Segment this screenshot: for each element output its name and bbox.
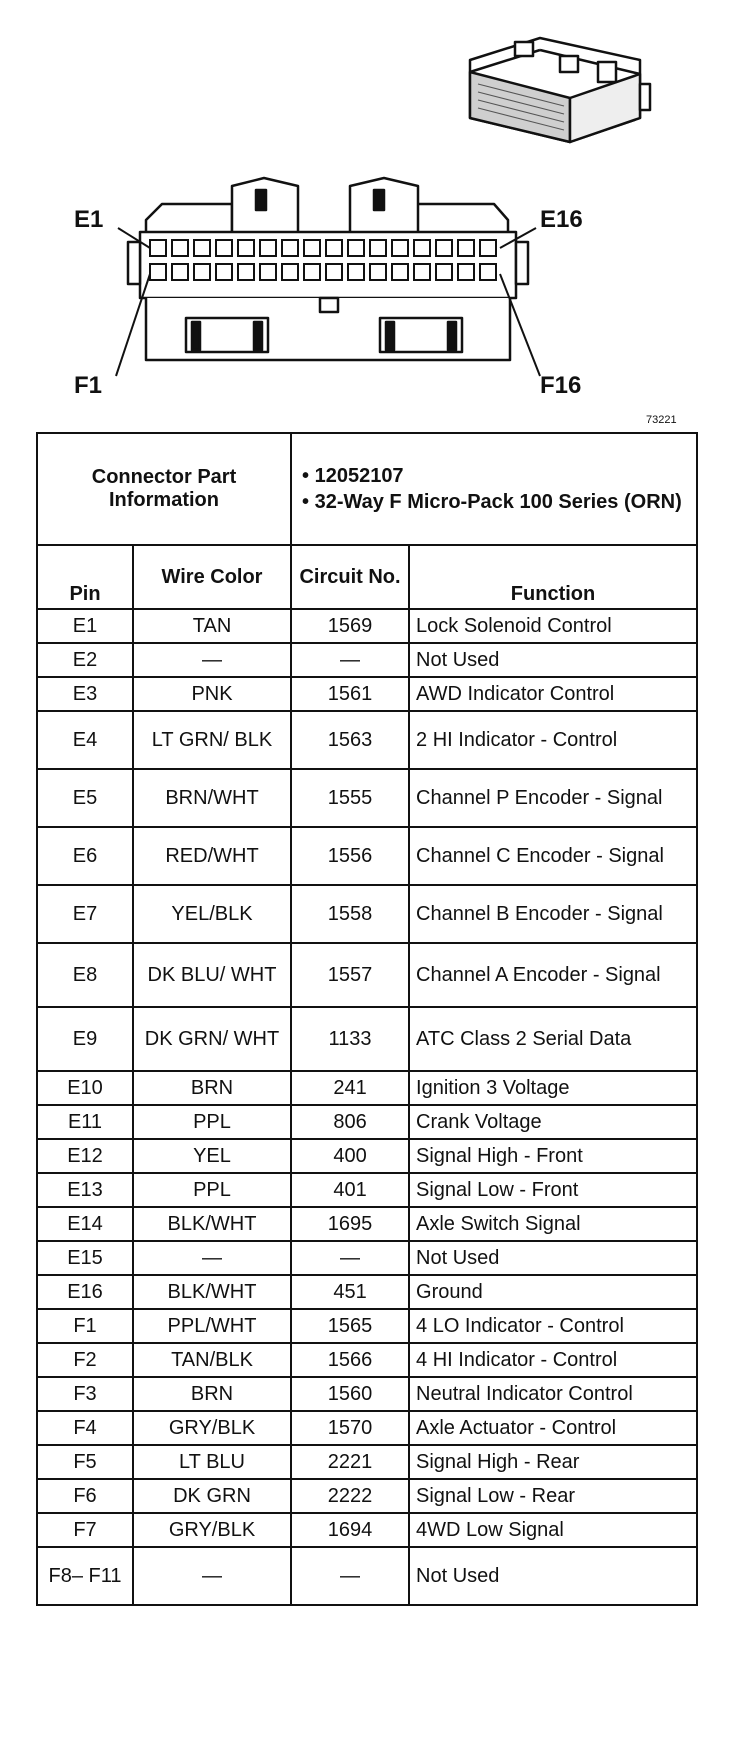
cell-function: Lock Solenoid Control	[409, 609, 697, 643]
cell-pin: F3	[37, 1377, 133, 1411]
cell-pin: E7	[37, 885, 133, 943]
table-row	[37, 711, 697, 769]
cell-circuit: 806	[291, 1105, 409, 1139]
connector-info-label: Connector Part Information	[37, 433, 291, 545]
cell-function: Signal High - Rear	[409, 1445, 697, 1479]
cell-function: Crank Voltage	[409, 1105, 697, 1139]
cell-circuit: 1694	[291, 1513, 409, 1547]
cell-pin: E1	[37, 609, 133, 643]
table-row	[37, 1105, 697, 1139]
cell-circuit: 1557	[291, 943, 409, 1007]
connector-info-details	[291, 433, 697, 545]
cell-function: Signal High - Front	[409, 1139, 697, 1173]
table-row	[37, 885, 697, 943]
cell-wire-color: PPL	[133, 1173, 291, 1207]
table-row	[37, 1411, 697, 1445]
col-header-pin: Pin	[37, 545, 133, 609]
cell-circuit: 1563	[291, 711, 409, 769]
cell-wire-color: PPL	[133, 1105, 291, 1139]
cell-function: Axle Switch Signal	[409, 1207, 697, 1241]
cell-pin: E14	[37, 1207, 133, 1241]
table-row	[37, 1275, 697, 1309]
table-row	[37, 609, 697, 643]
pin-cavity	[172, 240, 188, 256]
cell-pin: F2	[37, 1343, 133, 1377]
pin-cavity	[348, 240, 364, 256]
pin-cavity	[194, 264, 210, 280]
pin-label-f16: F16	[540, 372, 582, 399]
cell-function: Not Used	[409, 1241, 697, 1275]
pin-cavity	[458, 264, 474, 280]
pin-label-e1: E1	[74, 206, 104, 233]
cell-circuit: 1695	[291, 1207, 409, 1241]
cell-pin: E5	[37, 769, 133, 827]
cell-pin: E15	[37, 1241, 133, 1275]
pin-cavity	[370, 240, 386, 256]
pin-cavity	[150, 240, 166, 256]
cell-function: Not Used	[409, 1547, 697, 1605]
cell-pin: F6	[37, 1479, 133, 1513]
pin-cavity	[458, 240, 474, 256]
cell-function: 4WD Low Signal	[409, 1513, 697, 1547]
cell-circuit: 241	[291, 1071, 409, 1105]
cell-wire-color: DK GRN/ WHT	[133, 1007, 291, 1071]
header-row	[37, 545, 697, 609]
table-row	[37, 769, 697, 827]
cell-pin: E6	[37, 827, 133, 885]
cell-function: 4 HI Indicator - Control	[409, 1343, 697, 1377]
pin-cavity	[414, 264, 430, 280]
table-row	[37, 677, 697, 711]
col-header-wire-color: Wire Color	[133, 545, 291, 609]
cell-wire-color: —	[133, 643, 291, 677]
cell-pin: E13	[37, 1173, 133, 1207]
pin-cavity	[414, 240, 430, 256]
pin-cavity	[260, 264, 276, 280]
connector-figure	[0, 0, 736, 426]
cell-function: Axle Actuator - Control	[409, 1411, 697, 1445]
cell-circuit: 1555	[291, 769, 409, 827]
cell-wire-color: YEL	[133, 1139, 291, 1173]
cell-wire-color: TAN/BLK	[133, 1343, 291, 1377]
pin-cavity	[238, 240, 254, 256]
pin-cavity	[216, 240, 232, 256]
cell-circuit: 1556	[291, 827, 409, 885]
pin-cavity	[326, 264, 342, 280]
cell-wire-color: LT BLU	[133, 1445, 291, 1479]
pin-cavity	[436, 240, 452, 256]
table-row	[37, 943, 697, 1007]
connector-3d-view	[470, 38, 650, 142]
cell-function: Signal Low - Rear	[409, 1479, 697, 1513]
connector-diagram	[0, 0, 736, 420]
pin-cavity	[194, 240, 210, 256]
cell-pin: F4	[37, 1411, 133, 1445]
pin-cavity	[150, 264, 166, 280]
cell-function: Ignition 3 Voltage	[409, 1071, 697, 1105]
pin-cavity	[216, 264, 232, 280]
table-row	[37, 643, 697, 677]
table-row	[37, 1343, 697, 1377]
connector-part-number: • 12052107	[302, 464, 404, 487]
cell-circuit: 1566	[291, 1343, 409, 1377]
cell-pin: F8– F11	[37, 1547, 133, 1605]
cell-wire-color: LT GRN/ BLK	[133, 711, 291, 769]
cell-wire-color: —	[133, 1547, 291, 1605]
cell-circuit: 400	[291, 1139, 409, 1173]
cell-wire-color: BLK/WHT	[133, 1275, 291, 1309]
table-row	[37, 1445, 697, 1479]
table-row	[37, 1513, 697, 1547]
table-row	[37, 1479, 697, 1513]
col-header-circuit: Circuit No.	[291, 545, 409, 609]
cell-circuit: —	[291, 643, 409, 677]
pin-cavity	[304, 264, 320, 280]
pin-cavity	[392, 240, 408, 256]
cell-function: 4 LO Indicator - Control	[409, 1309, 697, 1343]
cell-wire-color: DK BLU/ WHT	[133, 943, 291, 1007]
cell-wire-color: BLK/WHT	[133, 1207, 291, 1241]
cell-pin: E11	[37, 1105, 133, 1139]
cell-function: ATC Class 2 Serial Data	[409, 1007, 697, 1071]
cell-circuit: 2222	[291, 1479, 409, 1513]
cell-function: Neutral Indicator Control	[409, 1377, 697, 1411]
cell-wire-color: —	[133, 1241, 291, 1275]
pin-cavity	[392, 264, 408, 280]
pin-cavity	[238, 264, 254, 280]
pin-cavity	[480, 240, 496, 256]
pin-cavity	[260, 240, 276, 256]
table-row	[37, 1173, 697, 1207]
cell-function: Channel P Encoder - Signal	[409, 769, 697, 827]
cell-circuit: 1570	[291, 1411, 409, 1445]
cell-function: AWD Indicator Control	[409, 677, 697, 711]
cell-circuit: 1561	[291, 677, 409, 711]
table-row	[37, 827, 697, 885]
cell-circuit: 1569	[291, 609, 409, 643]
pin-cavity	[304, 240, 320, 256]
connector-type: • 32-Way F Micro-Pack 100 Series (ORN)	[302, 490, 682, 513]
cell-pin: E8	[37, 943, 133, 1007]
table-row	[37, 1309, 697, 1343]
cell-circuit: —	[291, 1547, 409, 1605]
cell-circuit: 1133	[291, 1007, 409, 1071]
cell-pin: F5	[37, 1445, 133, 1479]
cell-circuit: 1558	[291, 885, 409, 943]
connector-info-row	[37, 433, 697, 545]
cell-wire-color: GRY/BLK	[133, 1513, 291, 1547]
cell-pin: E9	[37, 1007, 133, 1071]
table-row	[37, 1071, 697, 1105]
cell-circuit: 451	[291, 1275, 409, 1309]
pin-cavity	[282, 264, 298, 280]
cell-wire-color: TAN	[133, 609, 291, 643]
pin-label-e16: E16	[540, 206, 583, 233]
cell-circuit: 401	[291, 1173, 409, 1207]
cell-wire-color: DK GRN	[133, 1479, 291, 1513]
cell-circuit: 2221	[291, 1445, 409, 1479]
cell-wire-color: RED/WHT	[133, 827, 291, 885]
table-row	[37, 1547, 697, 1605]
cell-wire-color: BRN/WHT	[133, 769, 291, 827]
cell-wire-color: PPL/WHT	[133, 1309, 291, 1343]
cell-circuit: 1560	[291, 1377, 409, 1411]
cell-circuit: —	[291, 1241, 409, 1275]
table-row	[37, 1207, 697, 1241]
cell-pin: E4	[37, 711, 133, 769]
cell-function: Ground	[409, 1275, 697, 1309]
cell-wire-color: PNK	[133, 677, 291, 711]
cell-pin: E10	[37, 1071, 133, 1105]
cell-wire-color: BRN	[133, 1071, 291, 1105]
cell-pin: F7	[37, 1513, 133, 1547]
pin-cavity	[348, 264, 364, 280]
pin-cavity	[172, 264, 188, 280]
cell-function: Not Used	[409, 643, 697, 677]
cell-function: Channel C Encoder - Signal	[409, 827, 697, 885]
cell-function: Channel B Encoder - Signal	[409, 885, 697, 943]
cell-wire-color: YEL/BLK	[133, 885, 291, 943]
cell-pin: E3	[37, 677, 133, 711]
cell-pin: E2	[37, 643, 133, 677]
cell-circuit: 1565	[291, 1309, 409, 1343]
cell-wire-color: BRN	[133, 1377, 291, 1411]
pin-label-f1: F1	[74, 372, 103, 399]
cell-pin: F1	[37, 1309, 133, 1343]
pin-cavity	[282, 240, 298, 256]
table-row	[37, 1241, 697, 1275]
pin-cavity	[326, 240, 342, 256]
cell-function: 2 HI Indicator - Control	[409, 711, 697, 769]
table-row	[37, 1007, 697, 1071]
table-row	[37, 1139, 697, 1173]
cell-pin: E16	[37, 1275, 133, 1309]
figure-id: 73221	[646, 414, 677, 426]
table-row	[37, 1377, 697, 1411]
pin-cavity	[480, 264, 496, 280]
col-header-function: Function	[409, 545, 697, 609]
pin-cavity	[370, 264, 386, 280]
cell-function: Signal Low - Front	[409, 1173, 697, 1207]
cell-wire-color: GRY/BLK	[133, 1411, 291, 1445]
pin-cavity	[436, 264, 452, 280]
pinout-table	[36, 432, 698, 1606]
cell-pin: E12	[37, 1139, 133, 1173]
cell-function: Channel A Encoder - Signal	[409, 943, 697, 1007]
